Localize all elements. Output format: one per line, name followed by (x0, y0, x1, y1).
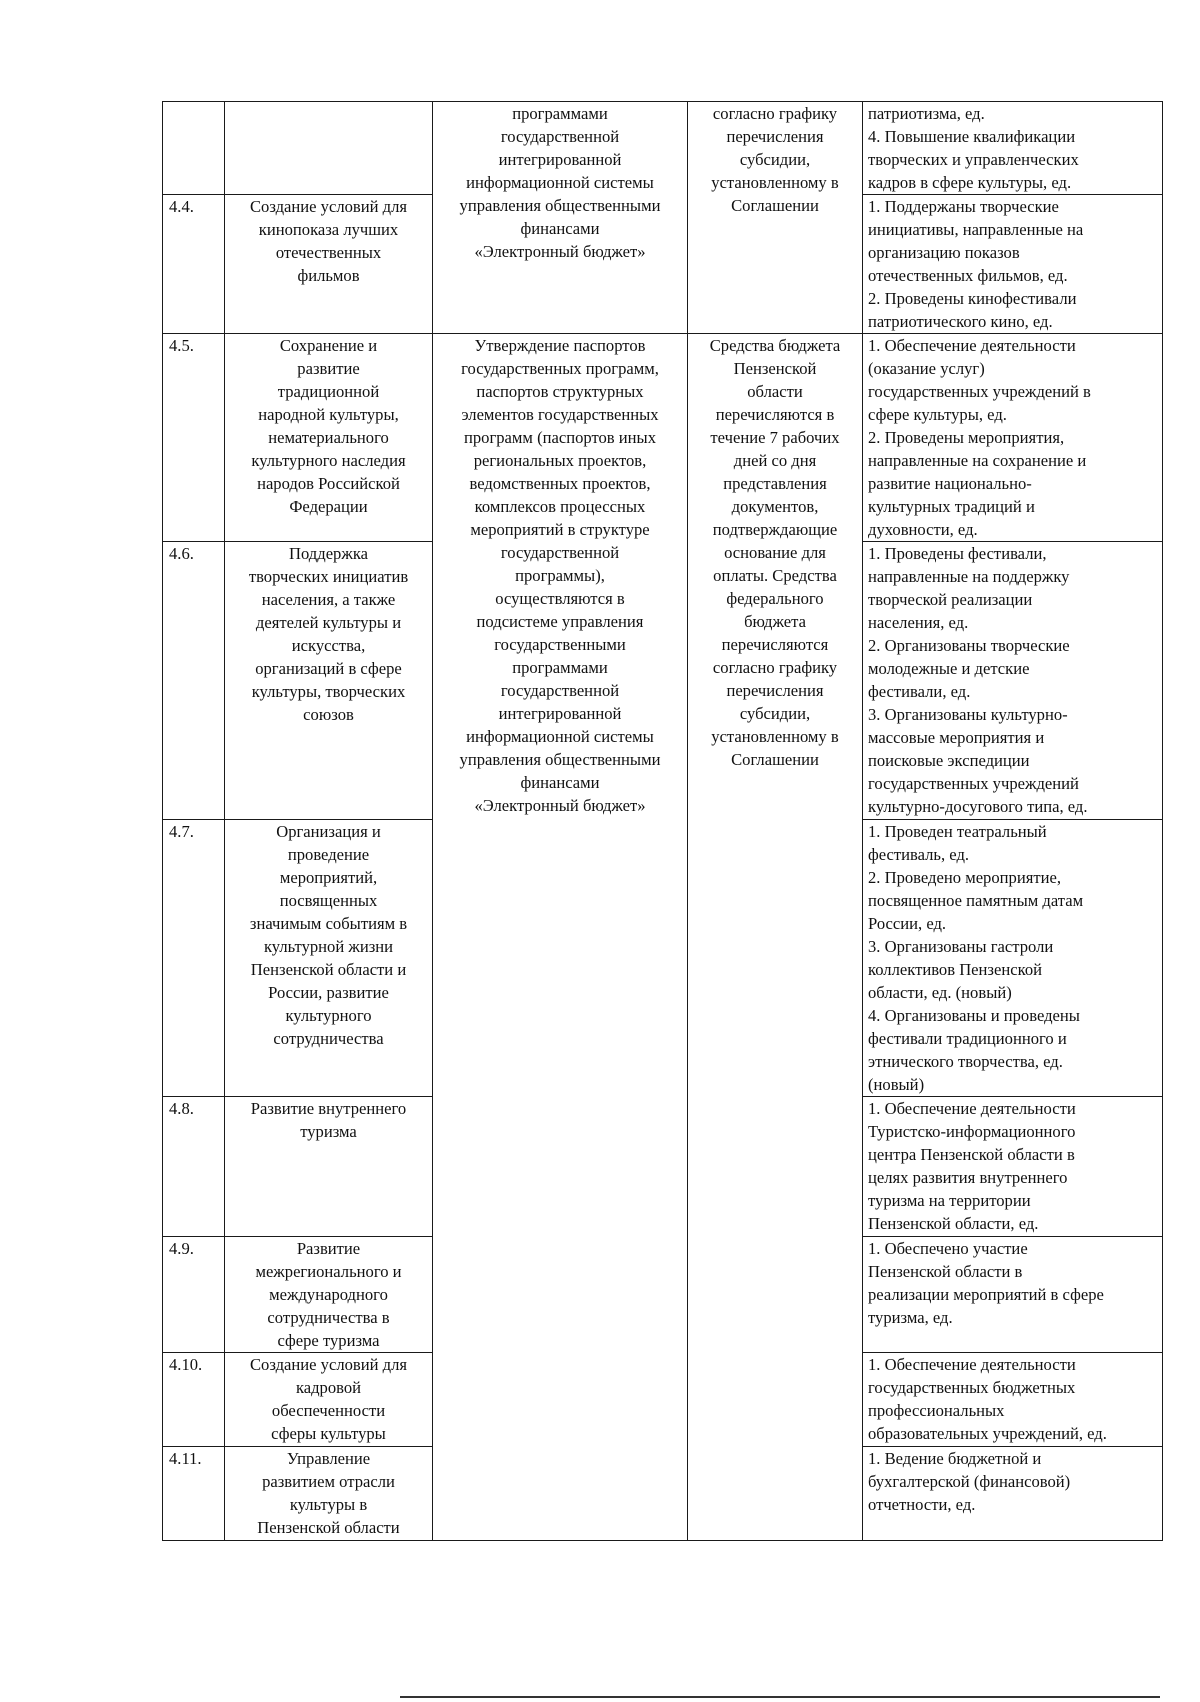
row-number (163, 102, 225, 195)
measure-name: Организация и проведение мероприятий, посвященных значимым событиям в культурной жизни Пензенской области и России, развитие культурного сотрудничества (225, 820, 433, 1097)
results-cell: 1. Проведены фестивали, направленные на поддержку творческой реализации населения, ед. 2. Организованы творческие молодежные и детские фестивали, ед. 3. Организованы культурно- массовые мероприятия и поисковые экспедиции государственных учреждений культурно-досугового типа, ед. (863, 542, 1163, 820)
row-number: 4.4. (163, 195, 225, 334)
measure-name: Создание условий для кадровой обеспеченности сферы культуры (225, 1353, 433, 1447)
measure-name (225, 102, 433, 195)
row-number: 4.10. (163, 1353, 225, 1447)
row-number: 4.7. (163, 820, 225, 1097)
row-number: 4.6. (163, 542, 225, 820)
order-cell: программами государственной интегрированной информационной системы управления общественными финансами «Электронный бюджет» (433, 102, 688, 334)
results-cell: 1. Обеспечение деятельности (оказание услуг) государственных учреждений в сфере культуры, ед. 2. Проведены мероприятия, направленные на сохранение и развитие национально- культурных традиций и духовности, ед. (863, 334, 1163, 542)
measure-name: Управление развитием отрасли культуры в Пензенской области (225, 1447, 433, 1541)
row-number: 4.9. (163, 1237, 225, 1353)
measure-name: Создание условий для кинопоказа лучших отечественных фильмов (225, 195, 433, 334)
results-cell: 1. Ведение бюджетной и бухгалтерской (финансовой) отчетности, ед. (863, 1447, 1163, 1541)
terms-cell: согласно графику перечисления субсидии, установленному в Соглашении (688, 102, 863, 334)
results-cell: патриотизма, ед. 4. Повышение квалификации творческих и управленческих кадров в сфере культуры, ед. (863, 102, 1163, 195)
measure-name: Развитие внутреннего туризма (225, 1097, 433, 1237)
results-cell: 1. Обеспечение деятельности Туристско-информационного центра Пензенской области в целях развития внутреннего туризма на территории Пензенской области, ед. (863, 1097, 1163, 1237)
row-number: 4.5. (163, 334, 225, 542)
row-number: 4.11. (163, 1447, 225, 1541)
page-bottom-rule (400, 1696, 1160, 1698)
results-cell: 1. Обеспечение деятельности государственных бюджетных профессиональных образовательных учреждений, ед. (863, 1353, 1163, 1447)
measure-name: Сохранение и развитие традиционной народной культуры, нематериального культурного наследия народов Российской Федерации (225, 334, 433, 542)
row-number: 4.8. (163, 1097, 225, 1237)
table-row (163, 334, 1163, 542)
table-row (163, 102, 1163, 195)
order-cell: Утверждение паспортов государственных программ, паспортов структурных элементов государственных программ (паспортов иных региональных проектов, ведомственных проектов, комплексов процессных мероприятий в структуре государственной программы), осуществляются в подсистеме управления государственными программами государственной интегрированной информационной системы управления общественными финансами «Электронный бюджет» (433, 334, 688, 1541)
measure-name: Поддержка творческих инициатив населения, а также деятелей культуры и искусства, организаций в сфере культуры, творческих союзов (225, 542, 433, 820)
results-cell: 1. Обеспечено участие Пензенской области в реализации мероприятий в сфере туризма, ед. (863, 1237, 1163, 1353)
results-cell: 1. Поддержаны творческие инициативы, направленные на организацию показов отечественных фильмов, ед. 2. Проведены кинофестивали патриотического кино, ед. (863, 195, 1163, 334)
results-cell: 1. Проведен театральный фестиваль, ед. 2. Проведено мероприятие, посвященное памятным датам России, ед. 3. Организованы гастроли коллективов Пензенской области, ед. (новый) 4. Организованы и проведены фестивали традиционного и этнического творчества, ед. (новый) (863, 820, 1163, 1097)
measures-table (162, 101, 1163, 1541)
measure-name: Развитие межрегионального и международного сотрудничества в сфере туризма (225, 1237, 433, 1353)
terms-cell: Средства бюджета Пензенской области перечисляются в течение 7 рабочих дней со дня представления документов, подтверждающие основание для оплаты. Средства федерального бюджета перечисляются согласно графику перечисления субсидии, установленному в Соглашении (688, 334, 863, 1541)
